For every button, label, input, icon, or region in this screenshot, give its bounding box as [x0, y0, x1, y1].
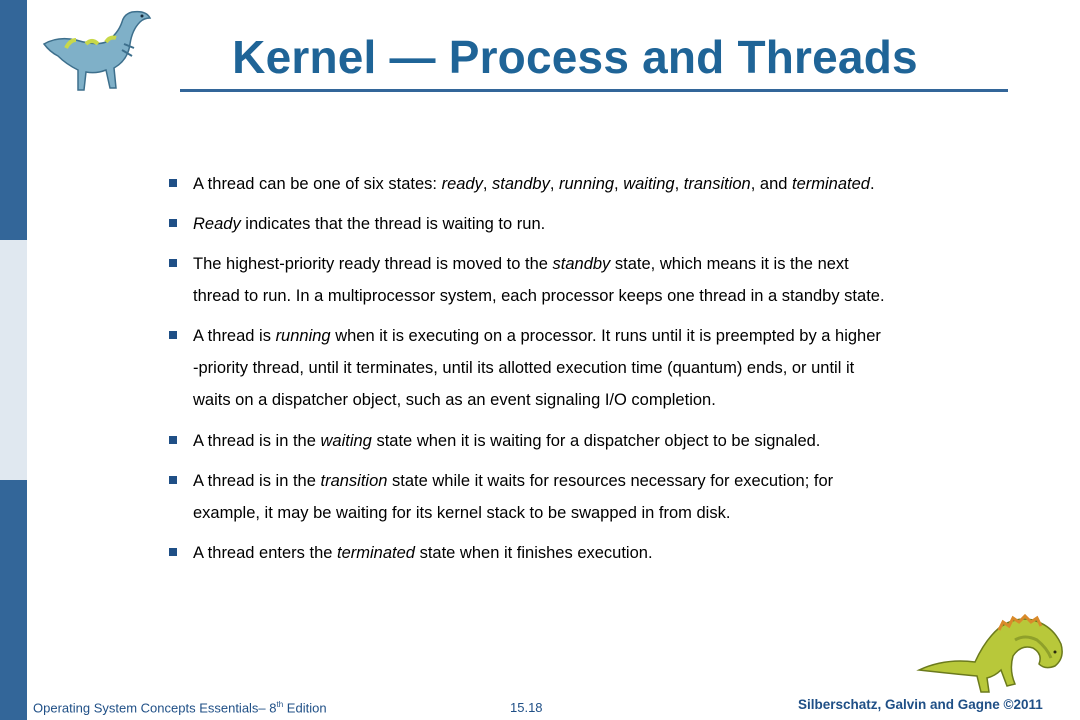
text-segment: ,: [549, 175, 559, 193]
title-divider: [180, 89, 1008, 92]
text-segment: A thread is in the: [193, 472, 321, 490]
bullet-marker: [169, 219, 177, 227]
bullet-line: [193, 471, 833, 491]
footer-page-number: 15.18: [510, 700, 543, 715]
emphasized-term: ready: [441, 175, 483, 193]
bullet-marker: [169, 476, 177, 484]
bullet-line: [193, 326, 881, 346]
sidebar-segment: [0, 240, 27, 480]
bullet-line: [193, 214, 545, 234]
emphasized-term: Ready: [193, 215, 241, 233]
dinosaur-bottom-illustration: [915, 600, 1070, 698]
footer-copyright: Silberschatz, Galvin and Gagne ©2011: [798, 697, 1043, 712]
bullet-line: [193, 358, 854, 378]
text-segment: state when it is waiting for a dispatcher object to be signaled.: [371, 432, 821, 450]
emphasized-term: terminated: [792, 175, 870, 193]
bullet-line: [193, 174, 875, 194]
text-segment: thread to run. In a multiprocessor system, each processor keeps one thread in a standby state.: [193, 287, 885, 305]
sidebar-segment: [0, 480, 27, 720]
emphasized-term: running: [559, 175, 615, 193]
bullet-marker: [169, 259, 177, 267]
bullet-marker: [169, 179, 177, 187]
text-segment: waits on a dispatcher object, such as an event signaling I/O completion.: [193, 391, 716, 409]
text-segment: state when it finishes execution.: [414, 544, 653, 562]
bullet-line: [193, 390, 716, 410]
text-segment: indicates that the thread is waiting to run.: [240, 215, 546, 233]
footer-book-suffix: Edition: [283, 700, 327, 716]
bullet-line: [193, 543, 653, 563]
text-segment: .: [869, 175, 875, 193]
footer-book-prefix: Operating System Concepts Essentials– 8: [33, 700, 277, 716]
text-segment: The highest-priority ready thread is moved to the: [193, 255, 553, 273]
emphasized-term: standby: [492, 175, 550, 193]
bullet-line: [193, 431, 820, 451]
bullet-line: [193, 254, 849, 274]
text-segment: A thread is in the: [193, 432, 321, 450]
bullet-line: [193, 286, 885, 306]
emphasized-term: transition: [683, 175, 751, 193]
text-segment: A thread can be one of six states:: [193, 175, 442, 193]
sidebar-segment: [0, 0, 27, 240]
text-segment: A thread enters the: [193, 544, 338, 562]
text-segment: ,: [674, 175, 684, 193]
text-segment: A thread is: [193, 327, 276, 345]
text-segment: example, it may be waiting for its kernel stack to be swapped in from disk.: [193, 504, 731, 522]
text-segment: , and: [750, 175, 793, 193]
text-segment: -priority thread, until it terminates, until its allotted execution time (quantum) ends, or until it: [193, 359, 855, 377]
bullet-line: [193, 503, 730, 523]
dinosaur-top-illustration: [36, 4, 166, 96]
footer-book-sup: th: [276, 700, 284, 709]
text-segment: ,: [614, 175, 624, 193]
emphasized-term: standby: [552, 255, 611, 273]
bullet-marker: [169, 548, 177, 556]
emphasized-term: terminated: [337, 544, 415, 562]
text-segment: state while it waits for resources necessary for execution; for: [387, 472, 834, 490]
emphasized-term: running: [275, 327, 331, 345]
bullet-marker: [169, 331, 177, 339]
text-segment: when it is executing on a processor. It runs until it is preempted by a higher: [330, 327, 881, 345]
text-segment: ,: [482, 175, 493, 193]
emphasized-term: waiting: [623, 175, 675, 193]
emphasized-term: waiting: [320, 432, 372, 450]
left-sidebar: [0, 0, 27, 720]
bullet-marker: [169, 436, 177, 444]
emphasized-term: transition: [320, 472, 388, 490]
text-segment: state, which means it is the next: [610, 255, 849, 273]
footer-book-title: [33, 700, 327, 715]
page-title: Kernel — Process and Threads: [232, 31, 918, 83]
